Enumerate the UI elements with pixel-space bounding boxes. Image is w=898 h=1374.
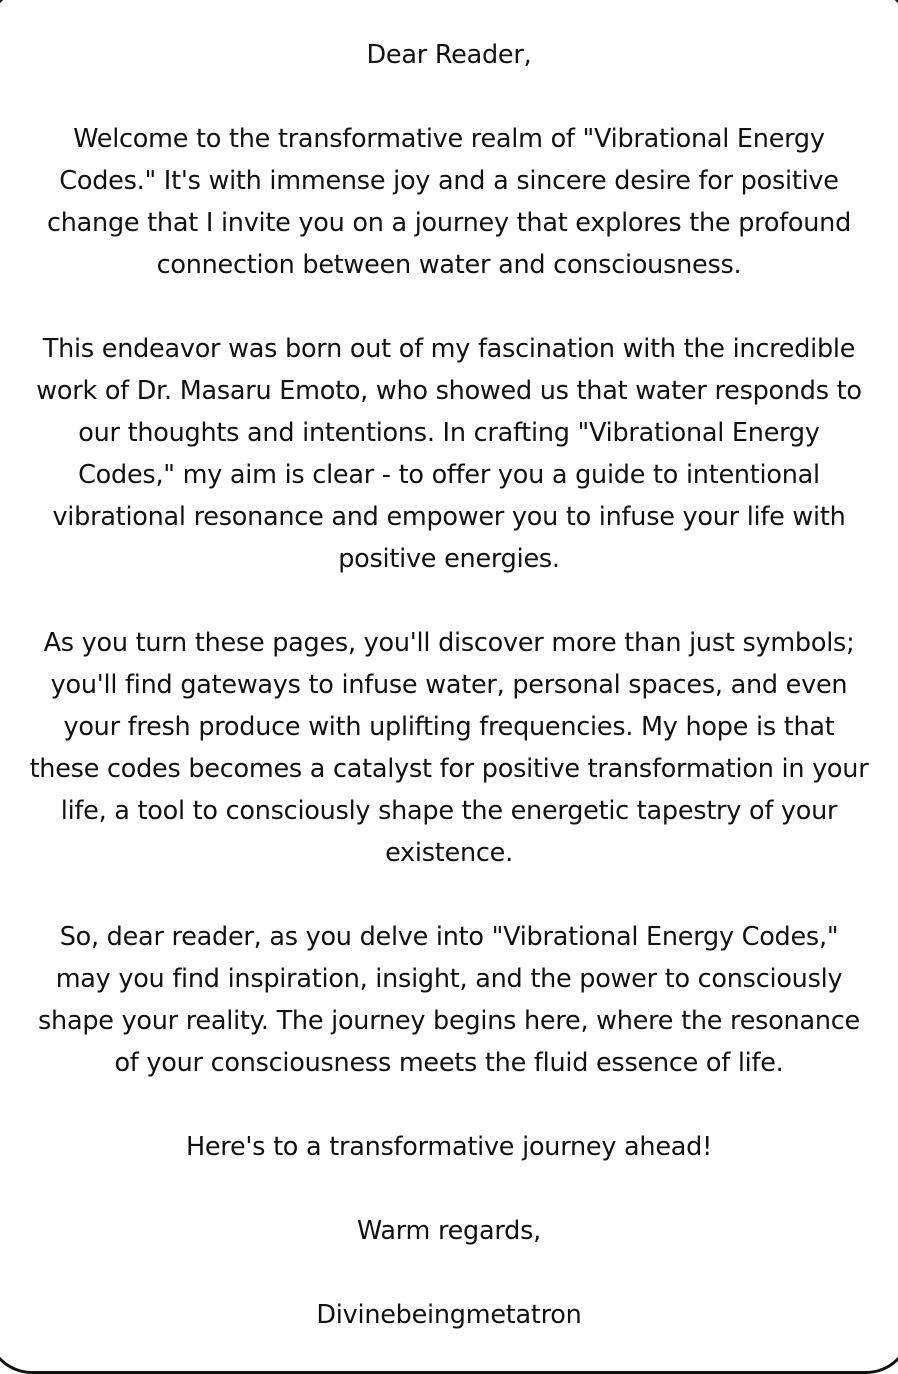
paragraph-discovery: As you turn these pages, you'll discover more than just symbols; you'll find gateways to infuse water, personal spaces, and even your fresh produce with uplifting frequencies. My hope is that these codes becomes a catalyst for positive transformation in your life, a tool to consciously shape the energetic tapestry of your existence. [29, 628, 869, 868]
paragraph-toast: Here's to a transformative journey ahead! [185, 1132, 713, 1162]
paragraph-invitation: So, dear reader, as you delve into "Vibrational Energy Codes," may you find inspiration, insight, and the power to consciously shape your reality. The journey begins here, where the resonance of your consciousness meets the fluid essence of life. [38, 922, 860, 1078]
closing: Warm regards, [357, 1216, 541, 1246]
signature: Divinebeingmetatron [316, 1300, 582, 1330]
paragraph-welcome: Welcome to the transformative realm of "Vibrational Energy Codes." It's with immense joy and a sincere desire for positive change that I invite you on a journey that explores the profound connection between water and consciousness. [46, 124, 852, 280]
paragraph-origin: This endeavor was born out of my fascination with the incredible work of Dr. Masaru Emoto, who showed us that water responds to our thoughts and intentions. In crafting "Vibrational Energy Codes," my aim is clear - to offer you a guide to intentional vibrational resonance and empower you to infuse your life with positive energies. [36, 334, 862, 574]
letter-body [0, 34, 898, 1336]
salutation: Dear Reader, [366, 40, 532, 70]
